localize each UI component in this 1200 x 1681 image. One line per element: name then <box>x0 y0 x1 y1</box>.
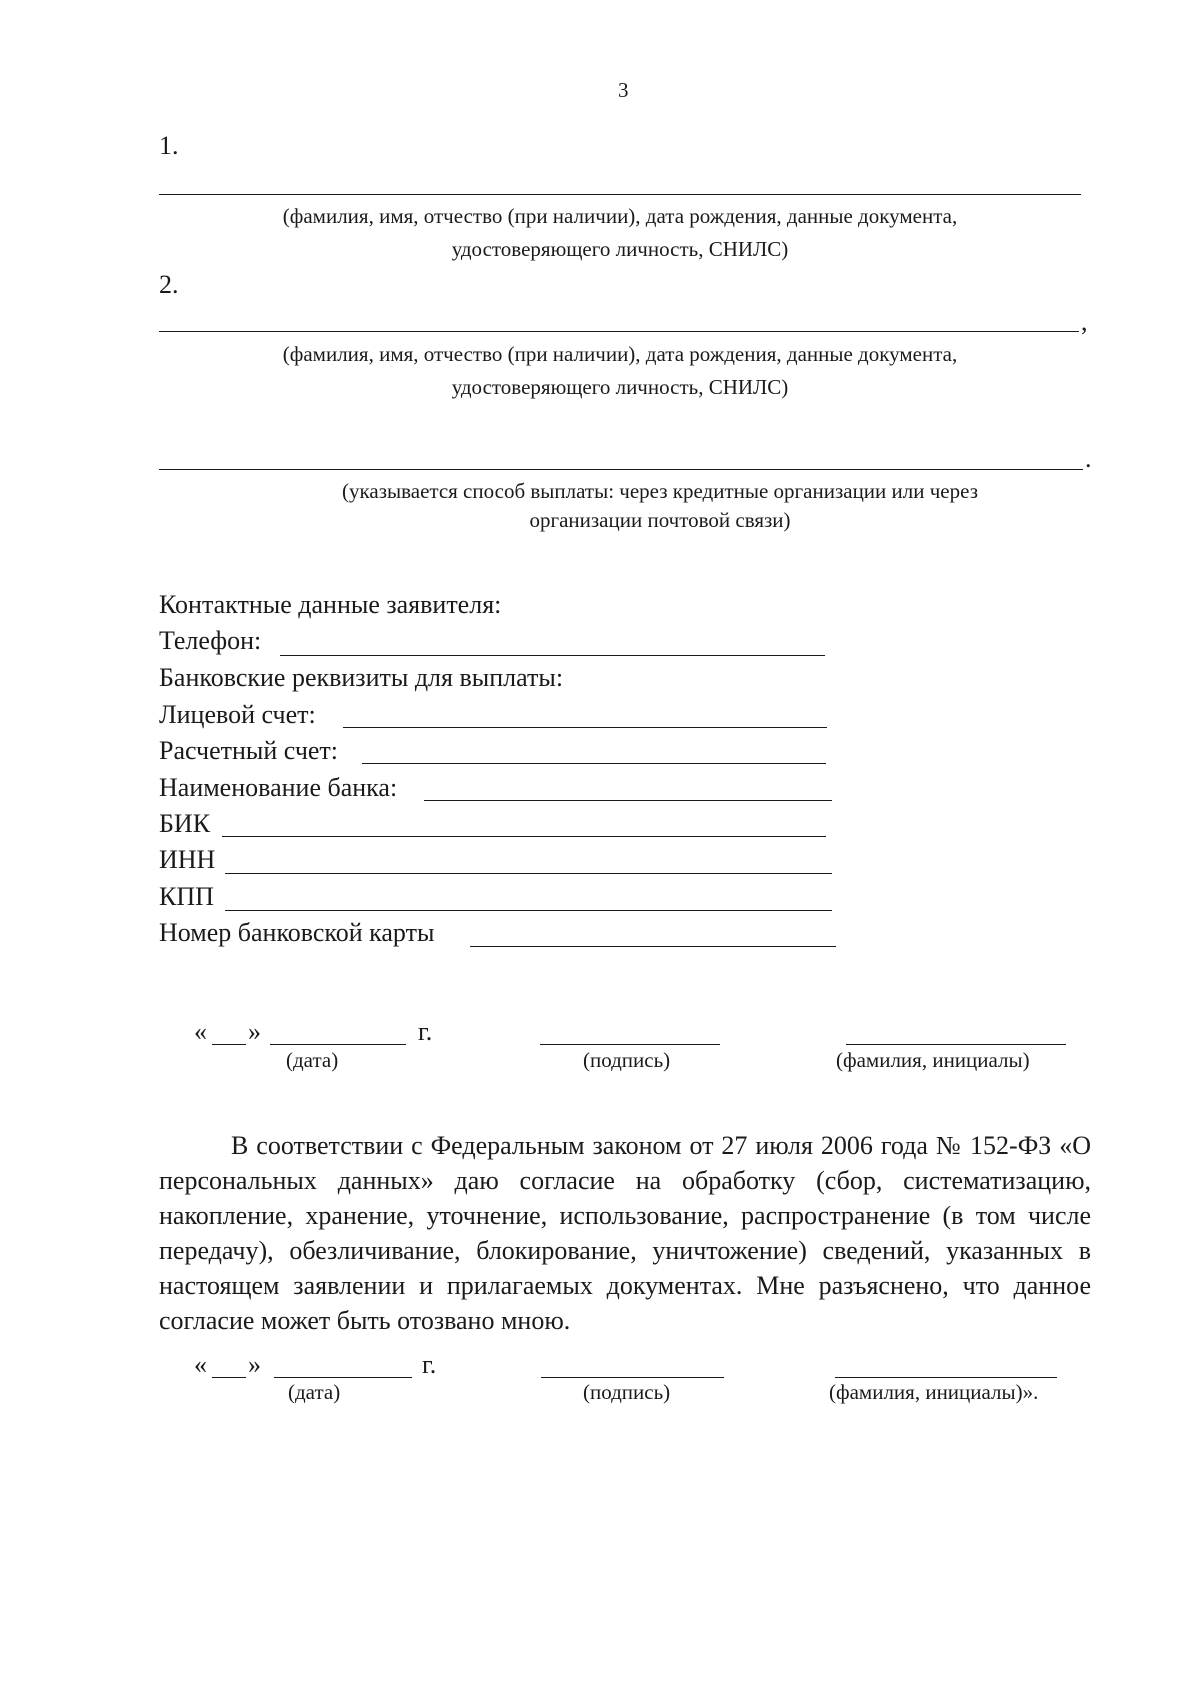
name-initials-field[interactable] <box>846 1044 1066 1045</box>
name-initials-caption-2: (фамилия, инициалы)». <box>829 1380 1039 1404</box>
kpp-field[interactable] <box>225 910 832 911</box>
payment-method-hint-1: (указывается способ выплаты: через кредитные организации или через <box>342 479 978 503</box>
payment-method-hint-2: организации почтовой связи) <box>529 508 791 532</box>
person-1-line[interactable] <box>159 194 1081 195</box>
card-number-label: Номер банковской карты <box>159 918 435 947</box>
personal-account-field[interactable] <box>343 727 827 728</box>
signature-caption: (подпись) <box>583 1048 671 1072</box>
person-2-hint-1: (фамилия, имя, отчество (при наличии), дата рождения, данные документа, <box>282 342 958 366</box>
date-open-quote-2: « <box>194 1350 207 1379</box>
bank-name-label: Наименование банка: <box>159 773 398 802</box>
date-month-year-field[interactable] <box>270 1044 406 1045</box>
payment-method-period: . <box>1085 444 1092 473</box>
signature-field-2[interactable] <box>541 1377 724 1378</box>
signature-caption-2: (подпись) <box>583 1380 671 1404</box>
signature-field[interactable] <box>540 1044 720 1045</box>
person-2-number: 2. <box>159 270 179 299</box>
person-2-hint-2: удостоверяющего личность, СНИЛС) <box>451 375 789 399</box>
kpp-label: КПП <box>159 882 214 911</box>
consent-text: «О персональных данных» даю согласие на обработку (сбор, систематизацию, накопление, хранение, уточнение, использование, распространение (в том числе передачу), обезличивание, блокирование, уничтожение) сведений, указанных в настоящем заявлении и прилагаемых документах. Мне разъяснено, что данное согласие может быть отозвано мною. <box>159 1131 1091 1335</box>
contacts-heading: Контактные данные заявителя: <box>159 590 502 619</box>
settlement-account-field[interactable] <box>362 763 826 764</box>
person-1-hint-1: (фамилия, имя, отчество (при наличии), дата рождения, данные документа, <box>282 204 958 228</box>
date-open-quote: « <box>194 1017 207 1046</box>
date-close-quote-2: » <box>248 1350 261 1379</box>
phone-label: Телефон: <box>159 626 262 655</box>
date-month-year-field-2[interactable] <box>274 1377 412 1378</box>
inn-label: ИНН <box>159 845 216 874</box>
name-initials-field-2[interactable] <box>835 1377 1057 1378</box>
bik-field[interactable] <box>222 836 826 837</box>
person-1-number: 1. <box>159 131 179 160</box>
bik-label: БИК <box>159 809 211 838</box>
person-2-comma: , <box>1081 307 1088 336</box>
date-caption-2: (дата) <box>288 1380 341 1404</box>
date-day-field-2[interactable] <box>212 1377 246 1378</box>
bank-details-heading: Банковские реквизиты для выплаты: <box>159 663 564 692</box>
person-2-line[interactable] <box>159 331 1079 332</box>
phone-field[interactable] <box>280 655 825 656</box>
settlement-account-label: Расчетный счет: <box>159 736 339 765</box>
consent-line-1: В соответствии с Федеральным законом от 27 июля 2006 года № 152-ФЗ <box>231 1131 1052 1160</box>
consent-paragraph <box>159 1128 1091 1338</box>
card-number-field[interactable] <box>470 946 836 947</box>
date-year-suffix: г. <box>418 1017 433 1046</box>
personal-account-label: Лицевой счет: <box>159 700 316 729</box>
person-1-hint-2: удостоверяющего личность, СНИЛС) <box>451 237 789 261</box>
payment-method-line[interactable] <box>159 469 1083 470</box>
name-initials-caption: (фамилия, инициалы) <box>836 1048 1030 1072</box>
inn-field[interactable] <box>225 873 832 874</box>
date-close-quote: » <box>248 1017 261 1046</box>
date-caption: (дата) <box>286 1048 339 1072</box>
date-day-field[interactable] <box>212 1044 246 1045</box>
page-number: 3 <box>618 78 629 102</box>
date-year-suffix-2: г. <box>422 1350 437 1379</box>
bank-name-field[interactable] <box>424 800 832 801</box>
